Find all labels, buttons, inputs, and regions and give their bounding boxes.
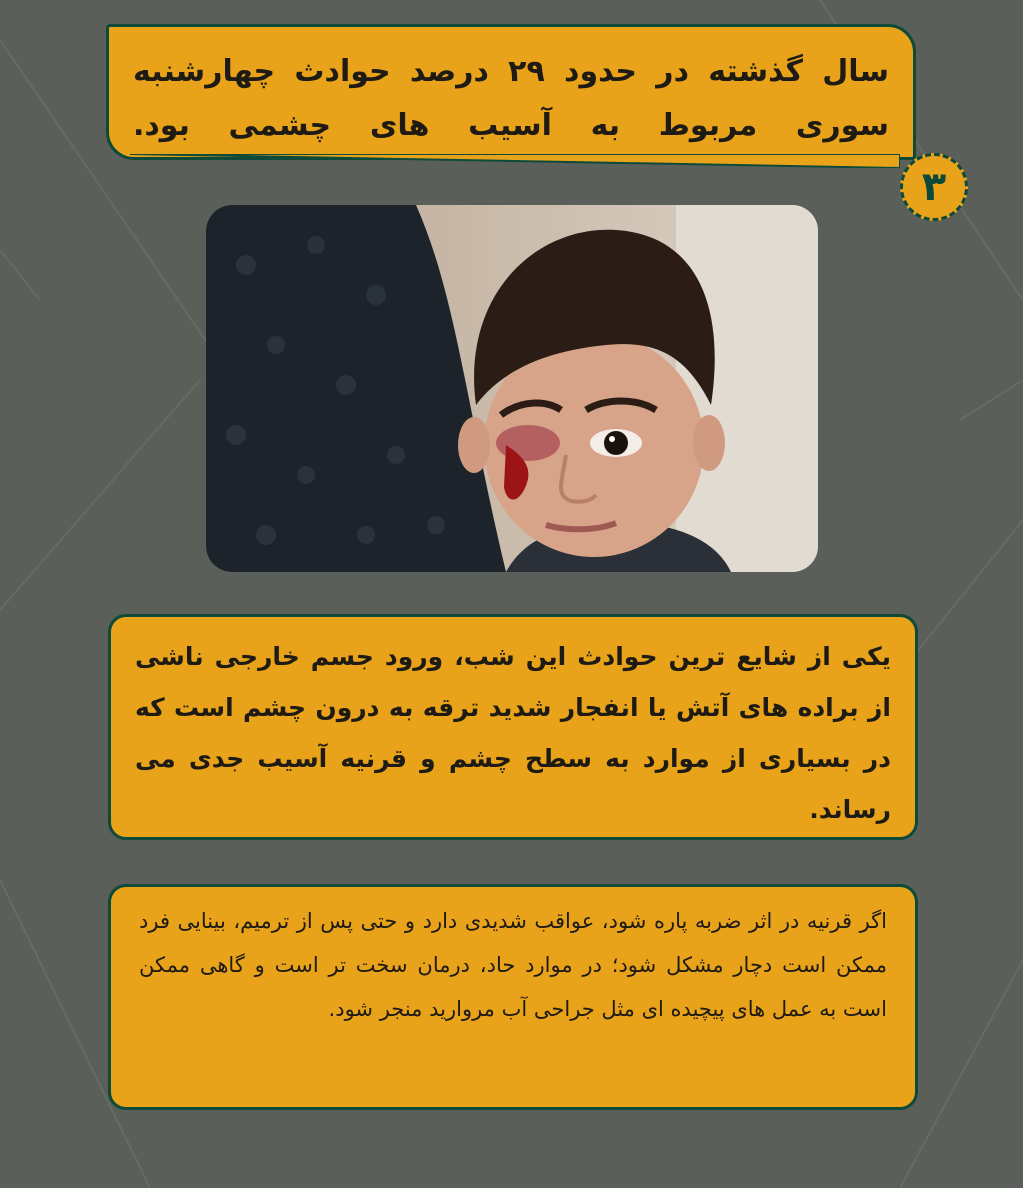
paragraph-box-1 xyxy=(108,614,918,840)
title-banner xyxy=(106,24,916,160)
paragraph-box-2 xyxy=(108,884,918,1110)
number-badge-text: ۳ xyxy=(921,164,947,210)
title-text: سال گذشته در حدود ۲۹ درصد حوادث چهارشنبه سوری مربوط به آسیب های چشمی بود. xyxy=(133,54,889,143)
number-badge xyxy=(900,153,968,221)
banner-underline xyxy=(130,154,900,168)
injured-child-photo xyxy=(206,205,818,572)
paragraph-1-text: یکی از شایع ترین حوادث این شب، ورود جسم خارجی ناشی از براده های آتش یا انفجار شدید ترقه به درون چشم است که در بسیاری از موارد به سطح چشم و قرنیه آسیب جدی می رساند. xyxy=(135,642,891,824)
paragraph-2-text: اگر قرنیه در اثر ضربه پاره شود، عواقب شدیدی دارد و حتی پس از ترمیم، بینایی فرد ممکن است دچار مشکل شود؛ در موارد حاد، درمان سخت تر است و گاهی ممکن است به عمل های پیچیده ای مثل جراحی آب مروارید منجر شود. xyxy=(139,909,887,1021)
